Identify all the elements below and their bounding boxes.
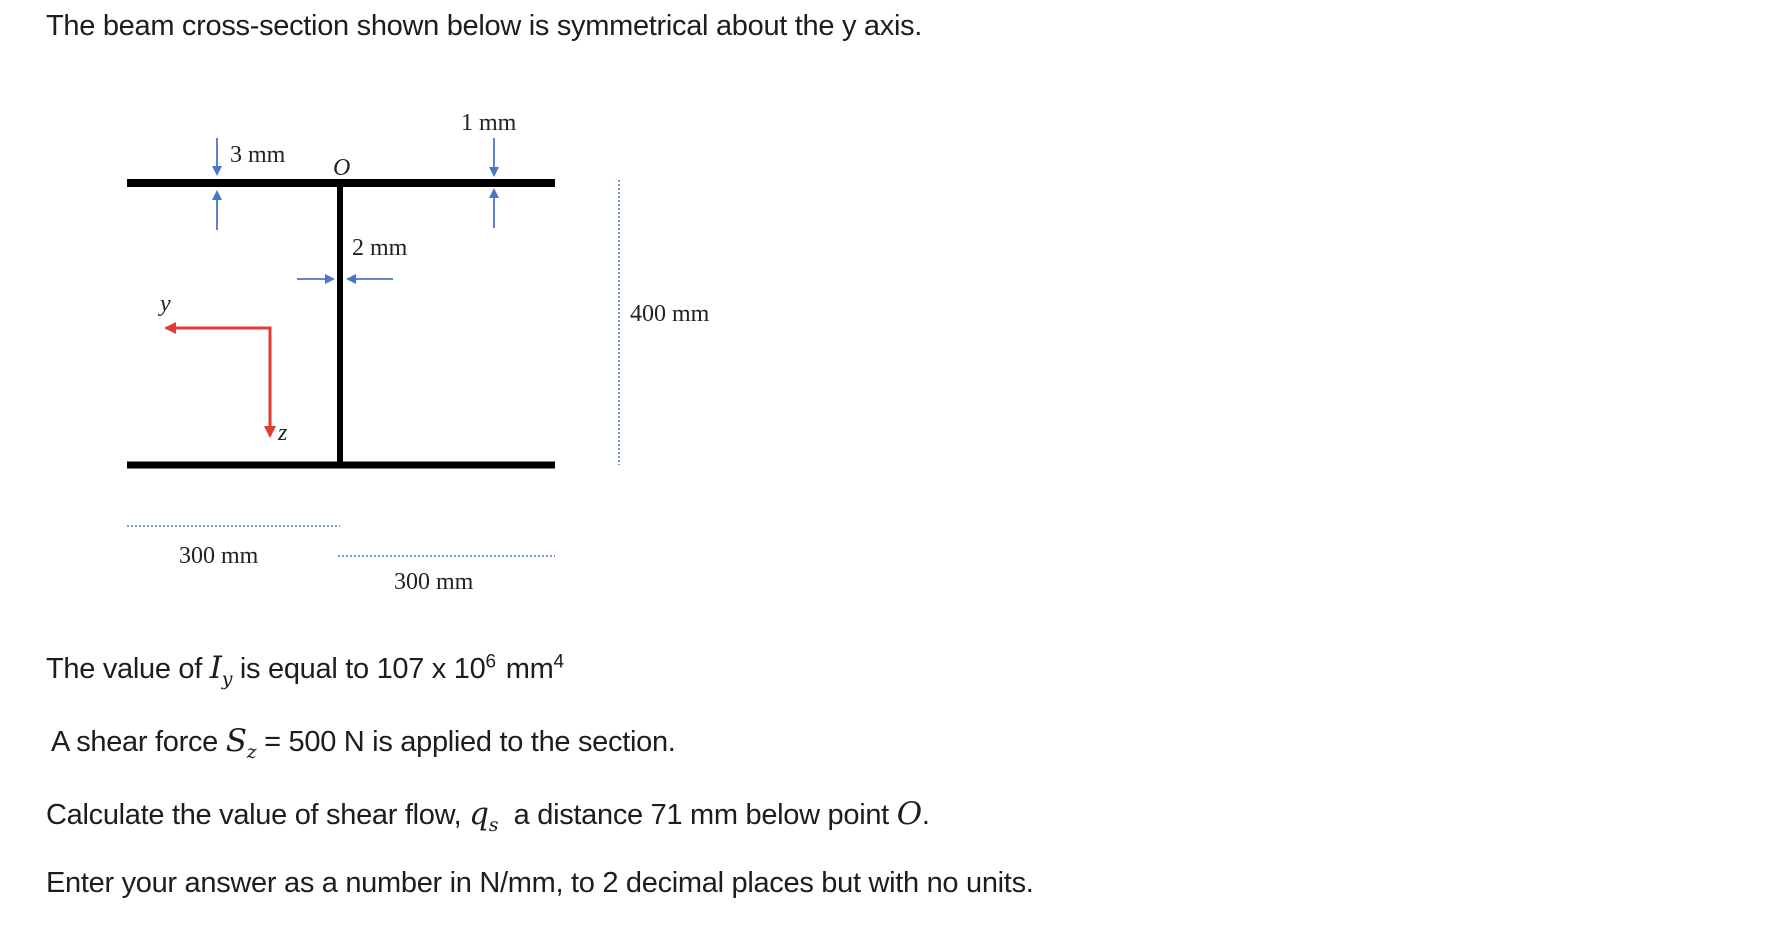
top-flange-thickness-label: 3 mm — [230, 142, 286, 168]
web-thickness-label: 2 mm — [352, 235, 408, 261]
beam-cross-section-diagram — [0, 95, 780, 615]
point-o-text: O — [896, 796, 922, 832]
iy-middle: is equal to 107 x 10 — [232, 653, 486, 685]
iy-unit: mm — [505, 653, 554, 685]
iy-exponent: 6 — [485, 651, 496, 673]
iy-unit-exponent: 4 — [553, 651, 564, 673]
point-o-label: O — [333, 155, 351, 181]
calculation-instruction — [46, 796, 930, 836]
flange-thickness-label: 1 mm — [461, 110, 517, 136]
calc-end: . — [921, 799, 930, 831]
axis-z-label: z — [278, 420, 288, 446]
sz-prefix: A shear force — [51, 726, 226, 758]
left-width-label: 300 mm — [179, 543, 259, 569]
calc-middle: a distance 71 mm below point — [498, 799, 897, 831]
intro-text: The beam cross-section shown below is symmetrical about the y axis. — [46, 10, 923, 42]
iy-statement — [46, 650, 564, 690]
sz-symbol: $S_z$ — [225, 723, 257, 764]
calc-prefix: Calculate the value of shear flow, — [46, 799, 470, 831]
qs-symbol: $q_s$ — [469, 796, 499, 837]
axis-y-label: y — [160, 291, 171, 317]
iy-symbol: $I_y$ — [209, 650, 233, 691]
shear-force-statement — [51, 723, 676, 763]
y-axis-arrow — [166, 328, 270, 432]
iy-prefix: The value of — [46, 653, 210, 685]
right-width-label: 300 mm — [394, 569, 474, 595]
answer-instruction: Enter your answer as a number in N/mm, to 2 decimal places but with no units. — [46, 867, 1034, 899]
sz-suffix: = 500 N is applied to the section. — [256, 726, 676, 758]
height-label: 400 mm — [630, 301, 710, 327]
